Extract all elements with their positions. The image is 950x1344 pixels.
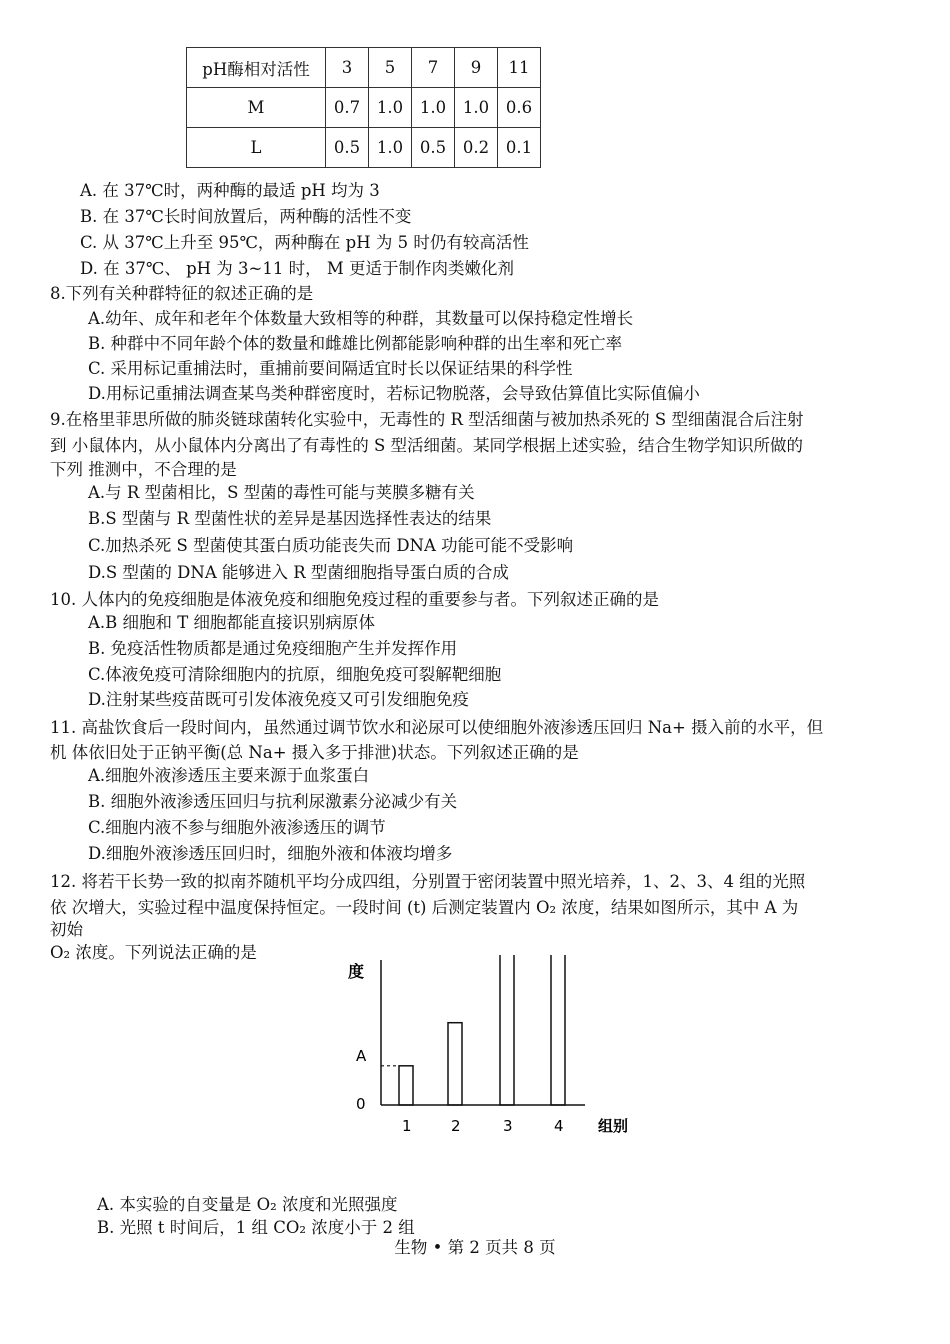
q10-option-d: D.注射某些疫苗既可引发体液免疫又可引发细胞免疫 [88,690,469,709]
q9-stem-line: 下列 推测中，不合理的是 [50,460,237,479]
q7-option-b: B. 在 37℃长时间放置后，两种酶的活性不变 [80,207,412,226]
bar-group-2 [448,1023,462,1105]
q8-stem: 8.下列有关种群特征的叙述正确的是 [50,284,314,303]
x-tick-label: 1 [402,1117,412,1135]
table-cell: 1.0 [369,88,412,128]
table-cell: 0.1 [498,128,541,168]
q9-option-b: B.S 型菌与 R 型菌性状的差异是基因选择性表达的结果 [88,509,492,528]
q8-option-c: C. 采用标记重捕法时，重捕前要间隔适宜时长以保证结果的科学性 [88,359,573,378]
table-ph-cell: 5 [369,48,412,88]
q11-option-d: D.细胞外液渗透压回归时，细胞外液和体液均增多 [88,844,453,863]
table-ph-cell: 9 [455,48,498,88]
x-tick-label: 4 [554,1117,564,1135]
q9-stem-line: 9.在格里菲思所做的肺炎链球菌转化实验中，无毒性的 R 型活细菌与被加热杀死的 S 型细菌混合后注射 [50,410,804,429]
q7-option-d: D. 在 37℃、 pH 为 3~11 时， M 更适于制作肉类嫩化剂 [80,259,514,278]
o2-concentration-chart [320,955,640,1145]
y-axis-label: 度 [348,962,365,981]
bar-group-4 [551,955,565,1105]
q9-stem-line: 到 小鼠体内，从小鼠体内分离出了有毒性的 S 型活细菌。某同学根据上述实验，结合生物学知识所做的 [50,436,804,455]
table-header-row [187,48,541,88]
q10-option-b: B. 免疫活性物质都是通过免疫细胞产生并发挥作用 [88,639,458,658]
q7-option-c: C. 从 37℃上升至 95℃，两种酶在 pH 为 5 时仍有较高活性 [80,233,529,252]
q8-option-d: D.用标记重捕法调查某鸟类种群密度时，若标记物脱落，会导致估算值比实际值偏小 [88,384,700,403]
table-row-label: L [187,128,326,168]
q12-stem-line: 初始 [50,920,83,939]
q11-option-c: C.细胞内液不参与细胞外液渗透压的调节 [88,818,386,837]
q11-stem-line: 机 体依旧处于正钠平衡(总 Na+ 摄入多于排泄)状态。下列叙述正确的是 [50,743,579,762]
q11-stem-line: 11. 高盐饮食后一段时间内，虽然通过调节饮水和泌尿可以使细胞外液渗透压回归 Na+ 摄入前的水平，但 [50,718,824,737]
q10-option-c: C.体液免疫可清除细胞内的抗原，细胞免疫可裂解靶细胞 [88,665,502,684]
table-ph-cell: 11 [498,48,541,88]
q11-option-a: A.细胞外液渗透压主要来源于血浆蛋白 [88,766,370,785]
table-cell: 0.5 [412,128,455,168]
q8-option-a: A.幼年、成年和老年个体数量大致相等的种群，其数量可以保持稳定性增长 [88,309,634,328]
q10-option-a: A.B 细胞和 T 细胞都能直接识别病原体 [88,613,376,632]
q10-stem: 10. 人体内的免疫细胞是体液免疫和细胞免疫过程的重要参与者。下列叙述正确的是 [50,590,659,609]
q12-option-a: A. 本实验的自变量是 O₂ 浓度和光照强度 [97,1195,398,1214]
q9-option-d: D.S 型菌的 DNA 能够进入 R 型菌细胞指导蛋白质的合成 [88,563,509,582]
q11-option-b: B. 细胞外液渗透压回归与抗利尿激素分泌减少有关 [88,792,458,811]
q12-stem-line: O₂ 浓度。下列说法正确的是 [50,943,257,962]
enzyme-activity-table [186,47,541,168]
bar-group-3 [500,955,514,1105]
table-ph-cell: 3 [326,48,369,88]
table-corner-header: pH酶相对活性 [187,48,326,88]
y-tick-zero: 0 [356,1095,366,1113]
page-footer: 生物 • 第 2 页共 8 页 [394,1238,556,1257]
table-row [187,128,541,168]
table-cell: 0.7 [326,88,369,128]
table-cell: 0.5 [326,128,369,168]
q9-option-c: C.加热杀死 S 型菌使其蛋白质功能丧失而 DNA 功能可能不受影响 [88,536,574,555]
table-ph-cell: 7 [412,48,455,88]
q12-stem-line: 12. 将若干长势一致的拟南芥随机平均分成四组，分别置于密闭装置中照光培养，1、2、3、4 组的光照 [50,872,806,891]
q12-option-b: B. 光照 t 时间后，1 组 CO₂ 浓度小于 2 组 [97,1218,415,1237]
q12-stem-line: 依 次增大，实验过程中温度保持恒定。一段时间 (t) 后测定装置内 O₂ 浓度，结果如图所示，其中 A 为 [50,898,799,917]
table-row-label: M [187,88,326,128]
table-cell: 0.6 [498,88,541,128]
x-axis-label: 组别 [598,1117,629,1135]
table-cell: 0.2 [455,128,498,168]
table-row [187,88,541,128]
q7-option-a: A. 在 37℃时，两种酶的最适 pH 均为 3 [80,181,380,200]
x-tick-label: 2 [451,1117,461,1135]
x-tick-label: 3 [503,1117,513,1135]
table-cell: 1.0 [369,128,412,168]
q8-option-b: B. 种群中不同年龄个体的数量和雌雄比例都能影响种群的出生率和死亡率 [88,334,623,353]
table-cell: 1.0 [455,88,498,128]
table-cell: 1.0 [412,88,455,128]
y-tick-a: A [356,1047,367,1065]
bar-group-1 [399,1066,413,1105]
q9-option-a: A.与 R 型菌相比，S 型菌的毒性可能与荚膜多糖有关 [88,483,475,502]
